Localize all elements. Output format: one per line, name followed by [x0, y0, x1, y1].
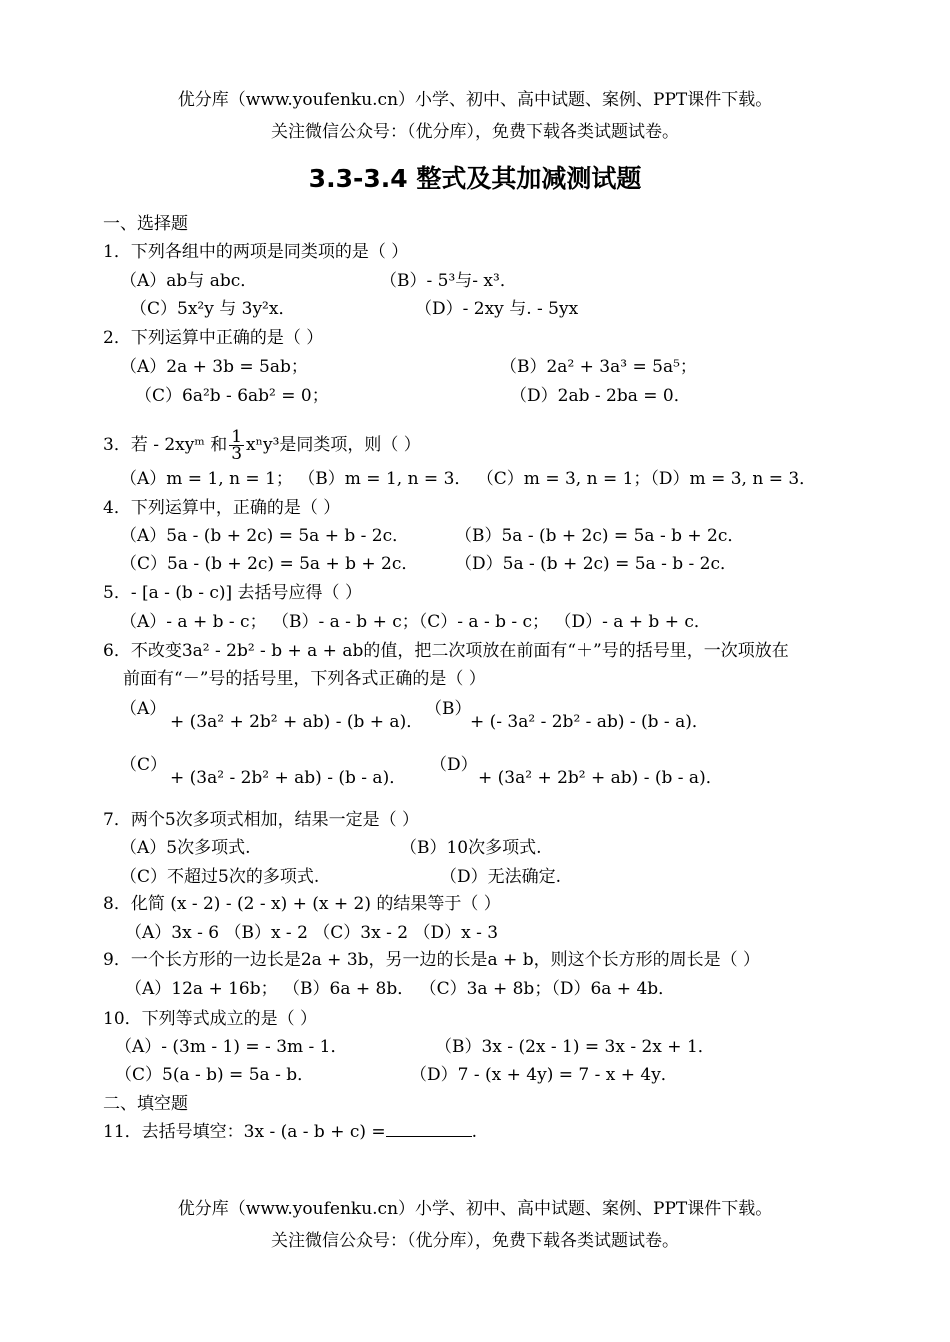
- q10-option-d: （D）7 - (x + 4y) = 7 - x + 4y．: [410, 1065, 678, 1085]
- q7-option-d: （D）无法确定.: [440, 867, 562, 887]
- q3-options: （A）m = 1, n = 1； （B）m = 1, n = 3． （C）m = 3, n = 1；（D）m = 3, n = 3．: [120, 469, 817, 489]
- q4-option-a: （A）5a - (b + 2c) = 5a + b - 2c．: [120, 526, 410, 546]
- q2-option-a: （A）2a + 3b = 5ab；: [120, 357, 308, 377]
- q7-option-a: （A）5次多项式.: [120, 838, 251, 858]
- q6-option-a-label: （A）: [120, 699, 167, 719]
- q4-option-d: （D）5a - (b + 2c) = 5a - b - 2c．: [455, 554, 737, 574]
- q3-stem-post: xⁿy³是同类项，则（ ）: [246, 435, 421, 455]
- q2-stem: 2．下列运算中正确的是（ ）: [103, 328, 324, 348]
- footer-line-2: 关注微信公众号：（优分库），免费下载各类试题试卷。: [271, 1231, 679, 1251]
- section-fill-heading: 二、填空题: [103, 1094, 188, 1114]
- q6-option-b: + (- 3a² - 2b² - ab) - (b - a)．: [470, 712, 709, 732]
- header-line-2: 关注微信公众号：（优分库），免费下载各类试题试卷。: [271, 122, 679, 142]
- q9-stem: 9．一个长方形的一边长是2a + 3b，另一边的长是a + b，则这个长方形的周长是（ ）: [103, 950, 760, 970]
- q4-option-b: （B）5a - (b + 2c) = 5a - b + 2c．: [455, 526, 745, 546]
- header-line-1: 优分库（www.youfenku.cn）小学、初中、高中试题、案例、PPT课件下载。: [177, 90, 773, 110]
- q1-stem: 1．下列各组中的两项是同类项的是（ ）: [103, 242, 409, 262]
- q7-stem: 7．两个5次多项式相加，结果一定是（ ）: [103, 810, 420, 830]
- q6-option-c: + (3a² - 2b² + ab) - (b - a)．: [170, 768, 407, 788]
- footer-line-1: 优分库（www.youfenku.cn）小学、初中、高中试题、案例、PPT课件下载。: [177, 1199, 773, 1219]
- q5-options: （A）- a + b - c； （B）- a - b + c；（C）- a - b - c； （D）- a + b + c．: [120, 612, 711, 632]
- q6-line-2: 前面有“－”号的括号里，下列各式正确的是（ ）: [123, 669, 486, 689]
- q2-option-d: （D）2ab - 2ba = 0．: [510, 386, 691, 406]
- q10-option-b: （B）3x - (2x - 1) = 3x - 2x + 1．: [435, 1037, 715, 1057]
- q6-option-d: + (3a² + 2b² + ab) - (b - a)．: [478, 768, 723, 788]
- page-title: 3.3-3.4 整式及其加减测试题: [308, 164, 642, 193]
- q9-options: （A）12a + 16b； （B）6a + 8b． （C）3a + 8b；（D）6a + 4b．: [125, 979, 676, 999]
- q6-option-d-label: （D）: [430, 755, 478, 775]
- q6-option-a: + (3a² + 2b² + ab) - (b + a)．: [170, 712, 424, 732]
- q7-option-c: （C）不超过5次的多项式.: [120, 867, 320, 887]
- q11-end: .: [471, 1122, 478, 1142]
- q3-stem-pre: 3．若 - 2xyᵐ 和: [103, 435, 228, 455]
- q2-option-b: （B）2a² + 3a³ = 5a⁵；: [500, 357, 697, 377]
- q3-fraction-denominator: 3: [231, 444, 243, 464]
- q10-option-c: （C）5(a - b) = 5a - b．: [115, 1065, 315, 1085]
- q6-option-b-label: （B）: [425, 699, 472, 719]
- q3-fraction: [229, 429, 244, 462]
- q7-option-b: （B）10次多项式.: [400, 838, 542, 858]
- q3-fraction-numerator: 1: [231, 427, 243, 447]
- q1-option-b: （B）- 5³与- x³．: [380, 271, 517, 291]
- q8-options: （A）3x - 6 （B）x - 2 （C）3x - 2 （D）x - 3: [125, 923, 499, 943]
- q8-stem: 8．化简 (x - 2) - (2 - x) + (x + 2) 的结果等于（ ）: [103, 894, 501, 914]
- q6-option-c-label: （C）: [120, 755, 168, 775]
- q1-option-d: （D）- 2xy 与. - 5yx: [415, 299, 579, 319]
- section-choice-heading: 一、选择题: [103, 214, 188, 234]
- q11-stem-line: [103, 1120, 477, 1144]
- q10-option-a: （A）- (3m - 1) = - 3m - 1．: [115, 1037, 348, 1057]
- q10-stem: 10．下列等式成立的是（ ）: [103, 1009, 318, 1029]
- q4-option-c: （C）5a - (b + 2c) = 5a + b + 2c．: [120, 554, 419, 574]
- q11-stem: 11．去括号填空：3x - (a - b + c) =: [103, 1122, 386, 1142]
- q11-answer-blank[interactable]: [386, 1120, 472, 1137]
- q5-stem: 5．- [a - (b - c)] 去括号应得（ ）: [103, 583, 362, 603]
- q4-stem: 4．下列运算中，正确的是（ ）: [103, 498, 341, 518]
- q1-option-a: （A）ab与 abc．: [120, 271, 258, 291]
- q3-stem: [103, 423, 421, 467]
- q2-option-c: （C）6a²b - 6ab² = 0；: [135, 386, 329, 406]
- q1-option-c: （C）5x²y 与 3y²x．: [130, 299, 296, 319]
- q6-line-1: 6．不改变3a² - 2b² - b + a + ab的值，把二次项放在前面有“＋”号的括号里，一次项放在: [103, 641, 789, 661]
